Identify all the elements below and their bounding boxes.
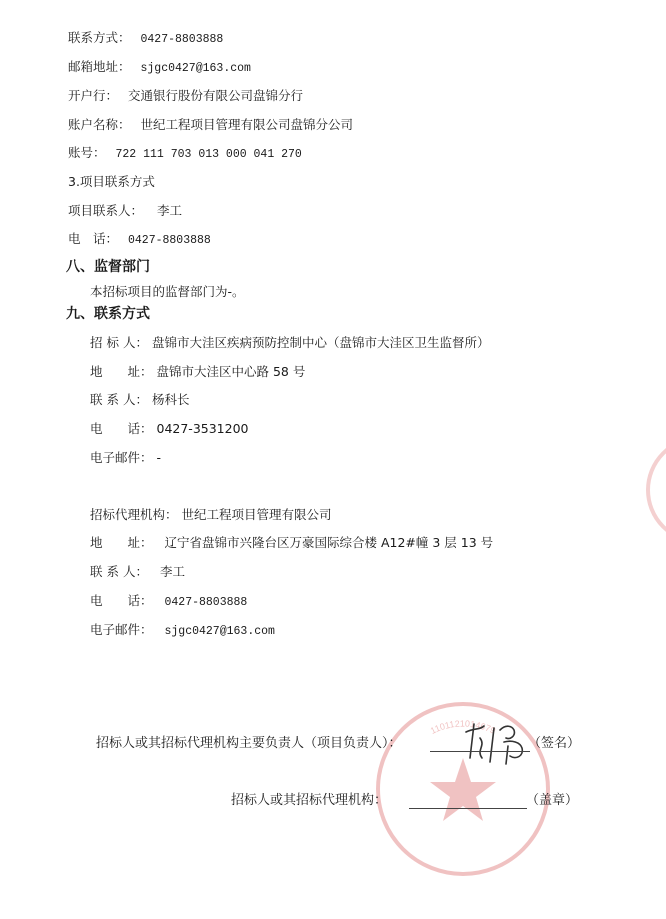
agency-contact-value: 李工 xyxy=(159,564,185,579)
seal-number: 1101121014679 xyxy=(428,718,498,736)
email-line xyxy=(68,59,251,77)
agency-tel-value: 0427-8803888 xyxy=(164,596,248,609)
project-person-line xyxy=(68,203,182,219)
tenderer-name-value: 盘锦市大洼区疾病预防控制中心（盘锦市大洼区卫生监督所） xyxy=(151,335,490,350)
tenderer-tel-value: 0427-3531200 xyxy=(156,421,249,436)
account-name-line xyxy=(68,117,353,133)
section-8-heading: 八、监督部门 xyxy=(66,259,150,275)
signature-line-2-label: 招标人或其招标代理机构： xyxy=(231,793,388,808)
agency-name-value: 世纪工程项目管理有限公司 xyxy=(181,507,332,522)
email-value: sjgc0427@163.com xyxy=(140,62,251,75)
agency-name-line xyxy=(90,507,332,523)
agency-address-label: 地 址： xyxy=(90,535,153,550)
tenderer-email-line xyxy=(90,450,161,466)
account-no-value: 722 111 703 013 000 041 270 xyxy=(115,148,302,161)
agency-name-label: 招标代理机构： xyxy=(90,507,178,522)
signature-underline-2 xyxy=(409,808,527,809)
agency-email-line xyxy=(90,622,275,640)
signature-line-2 xyxy=(231,793,387,809)
signature-line-1-suffix: （签名） xyxy=(528,736,581,751)
section-8-text: 本招标项目的监督部门为-。 xyxy=(90,284,245,299)
project-contact-heading: 3.项目联系方式 xyxy=(68,174,155,189)
tenderer-tel-line xyxy=(90,421,249,437)
tenderer-address-value: 盘锦市大洼区中心路 58 号 xyxy=(156,364,306,379)
bank-line xyxy=(68,88,303,104)
account-name-label: 账户名称： xyxy=(68,117,131,132)
section-9-heading: 九、联系方式 xyxy=(66,306,150,322)
handwritten-signature xyxy=(460,718,532,766)
tenderer-email-value: - xyxy=(156,450,162,465)
tenderer-name-line xyxy=(90,335,489,351)
project-tel-line xyxy=(68,231,211,249)
agency-contact-label: 联 系 人： xyxy=(90,564,148,579)
tenderer-tel-label: 电 话： xyxy=(90,421,153,436)
project-tel-label: 电 话： xyxy=(68,231,119,246)
signature-line-1 xyxy=(96,736,402,752)
tenderer-name-label: 招 标 人： xyxy=(90,335,148,350)
project-person-value: 李工 xyxy=(157,203,183,218)
tenderer-email-label: 电子邮件： xyxy=(90,450,153,465)
tenderer-address-line xyxy=(90,364,305,380)
tenderer-contact-label: 联 系 人： xyxy=(90,392,148,407)
project-tel-value: 0427-8803888 xyxy=(128,234,211,247)
tenderer-contact-line xyxy=(90,392,189,408)
signature-line-1-label: 招标人或其招标代理机构主要负责人（项目负责人）： xyxy=(96,736,402,751)
agency-address-value: 辽宁省盘锦市兴隆台区万豪国际综合楼 A12#幢 3 层 13 号 xyxy=(164,535,494,550)
phone-label: 联系方式： xyxy=(68,30,131,45)
edge-seal-stamp xyxy=(640,430,666,550)
tenderer-contact-value: 杨科长 xyxy=(151,392,190,407)
agency-tel-line xyxy=(90,593,247,611)
agency-address-line xyxy=(90,535,493,551)
agency-tel-label: 电 话： xyxy=(90,593,153,608)
project-person-label: 项目联系人： xyxy=(68,203,144,218)
account-no-label: 账号： xyxy=(68,145,106,160)
signature-line-2-suffix: （盖章） xyxy=(526,793,579,808)
tenderer-address-label: 地 址： xyxy=(90,364,153,379)
phone-line xyxy=(68,30,223,48)
bank-value: 交通银行股份有限公司盘锦分行 xyxy=(128,88,304,103)
agency-contact-line xyxy=(90,564,185,580)
bank-label: 开户行： xyxy=(68,88,119,103)
account-no-line xyxy=(68,145,302,163)
agency-email-label: 电子邮件： xyxy=(90,622,153,637)
account-name-value: 世纪工程项目管理有限公司盘锦分公司 xyxy=(140,117,354,132)
signature-underline-1 xyxy=(430,751,530,752)
phone-value: 0427-8803888 xyxy=(140,33,224,46)
email-label: 邮箱地址： xyxy=(68,59,131,74)
agency-email-value: sjgc0427@163.com xyxy=(164,625,275,638)
